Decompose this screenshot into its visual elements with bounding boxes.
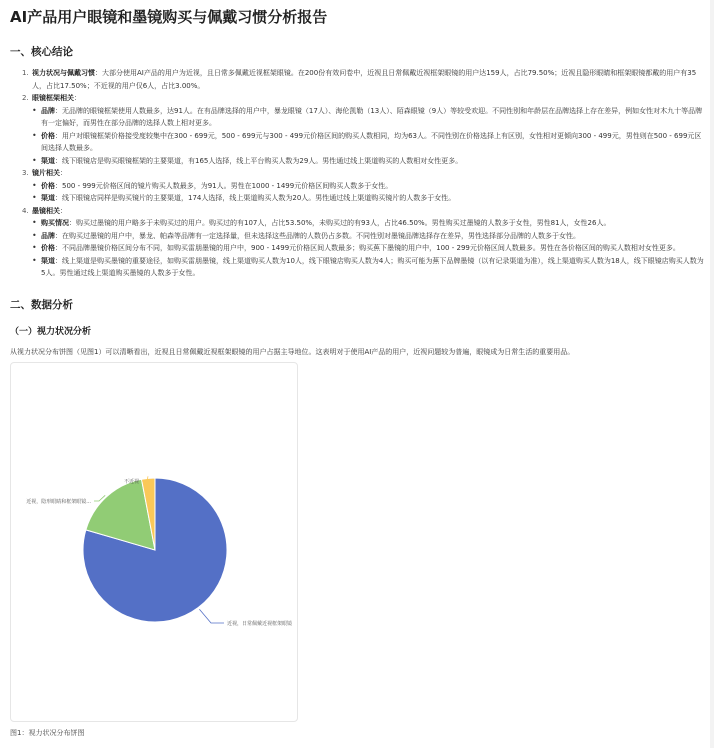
bullet-label: 价格	[41, 131, 55, 140]
bullet-label: 渠道	[41, 156, 55, 165]
conclusion-group	[22, 67, 704, 92]
bullet-text: ：在购买过墨镜的用户中，暴龙、帕森等品牌有一定选择量，但未选择这些品牌的人数仍占多数。不同性别对墨镜品牌选择存在差异，男性选择部分品牌的人数多于女性。	[55, 231, 580, 240]
figure-caption: 图1：视力状况分布饼图	[10, 729, 85, 737]
bullet-item	[32, 230, 704, 243]
group-text: ：大部分使用AI产品的用户为近视，且日常多佩戴近视框架眼镜。在200份有效问卷中，近视且日常佩戴近视框架眼镜的用户达159人，占比79.50%；近视且隐形眼睛和框架眼镜都戴的用户有35人，占比17.50%；不近视的用户仅6人，占比3.00%。	[32, 69, 697, 90]
pie-slice-label: 近视，隐形眼睛和框架眼镜...	[26, 499, 91, 505]
bullet-item	[32, 192, 704, 205]
bullet-dot-icon: •	[32, 230, 37, 240]
group-text: ：	[74, 94, 81, 102]
group-label: 墨镜相关	[32, 206, 60, 215]
bullet-dot-icon: •	[32, 218, 37, 227]
bullet-label: 价格	[41, 181, 55, 190]
group-label: 视力状况与佩戴习惯	[32, 69, 95, 77]
bullet-label: 品牌	[41, 231, 55, 240]
bullet-item	[32, 155, 704, 168]
bullet-dot-icon: •	[32, 243, 37, 252]
bullet-text: ：线下眼镜店是购买眼镜框架的主要渠道，有165人选择，线上平台购买人数为29人。男性通过线上渠道购买的人数相对女性更多。	[55, 156, 463, 165]
bullet-text: ：用户对眼镜框架价格接受度较集中在300 - 699元，500 - 699元与300 - 499元价格区间的购买人数相同，均为63人。不同性别在价格选择上有区别，女性相对更倾向300 - 499元，男性则在500 - 699元区间选择人数最多。	[41, 131, 702, 152]
bullet-dot-icon: •	[32, 193, 37, 202]
pie-slice-label: 不近视	[123, 479, 139, 485]
conclusion-list	[10, 67, 704, 280]
report-title: AI产品用户眼镜和墨镜购买与佩戴习惯分析报告	[10, 8, 328, 26]
bullet-dot-icon: •	[32, 155, 37, 165]
list-number: 1.	[22, 69, 29, 77]
group-text: ：	[60, 169, 67, 177]
bullet-text: ：线下眼镜店同样是购买镜片的主要渠道，174人选择，线上渠道购买人数为20人。男性通过线上渠道购买镜片的人数多于女性。	[55, 194, 456, 202]
group-label: 镜片相关	[32, 169, 60, 177]
scrollbar-track[interactable]	[710, 0, 714, 748]
bullet-list	[22, 217, 704, 280]
bullet-dot-icon: •	[32, 130, 37, 140]
bullet-text: ：购买过墨镜的用户略多于未购买过的用户。购买过的有107人，占比53.50%，未购买过的有93人，占比46.50%。男性购买过墨镜的人数多于女性，男性81人，女性26人。	[69, 219, 611, 227]
bullet-dot-icon: •	[32, 180, 37, 190]
pie-leader-line	[199, 609, 224, 623]
bullet-item	[32, 217, 704, 230]
pie-chart-container	[10, 362, 298, 722]
pie-slice-label: 近视，日常佩戴近视框架眼镜	[227, 621, 293, 627]
bullet-item	[32, 105, 704, 130]
vision-paragraph: 从视力状况分布饼图（见图1）可以清晰看出，近视且日常佩戴近视框架眼镜的用户占据主导地位。这表明对于使用AI产品的用户，近视问题较为普遍，眼镜成为日常生活的重要用品。	[10, 347, 575, 356]
bullet-label: 渠道	[41, 256, 55, 265]
list-number: 3.	[22, 169, 29, 177]
bullet-label: 购买情况	[41, 219, 69, 227]
bullet-label: 价格	[41, 244, 55, 252]
group-label: 眼镜框架相关	[32, 94, 74, 102]
section-heading-analysis: 二、数据分析	[10, 298, 73, 311]
bullet-text: ：无品牌的眼镜框架使用人数最多，达91人。在有品牌选择的用户中，暴龙眼镜（17人）、海伦凯勒（13人）、陌森眼镜（9人）等较受欢迎。不同性别和年龄层在品牌选择上存在差异，例如女性对木九十等品牌有一定偏好，而男性在部分品牌的选择人数上相对更多。	[41, 106, 703, 127]
subsection-heading-vision: （一）视力状况分析	[10, 326, 92, 337]
list-number: 2.	[22, 94, 29, 102]
bullet-label: 品牌	[41, 106, 55, 115]
bullet-dot-icon: •	[32, 105, 37, 115]
bullet-text: ：不同品牌墨镜价格区间分布不同，如购买雷朋墨镜的用户中，900 - 1499元价格区间人数最多；购买蕉下墨镜的用户中，100 - 299元价格区间人数最多。男性在各价格区间的购买人数相对女性更多。	[55, 244, 680, 252]
vision-pie-chart	[11, 363, 299, 723]
conclusion-group	[22, 92, 704, 167]
list-number: 4.	[22, 206, 29, 215]
conclusion-group	[22, 205, 704, 280]
bullet-text: ：线上渠道是购买墨镜的重要途径，如购买雷朋墨镜，线上渠道购买人数为10人，线下眼镜店购买人数为4人；购买可能为蕉下品牌墨镜（以有记录渠道为准），线上渠道购买人数为18人，线下眼镜店购买人数为5人。男性通过线上渠道购买墨镜的人数多于女性。	[41, 256, 704, 277]
bullet-item	[32, 242, 704, 255]
bullet-item	[32, 255, 704, 280]
bullet-label: 渠道	[41, 194, 55, 202]
conclusion-group	[22, 167, 704, 205]
bullet-dot-icon: •	[32, 255, 37, 265]
bullet-item	[32, 130, 704, 155]
group-text: ：	[60, 206, 67, 215]
bullet-list	[22, 180, 704, 205]
bullet-list	[22, 105, 704, 168]
bullet-item	[32, 180, 704, 193]
section-heading-conclusions: 一、核心结论	[10, 46, 73, 58]
bullet-text: ：500 - 999元价格区间的镜片购买人数最多，为91人。男性在1000 - 1499元价格区间购买人数多于女性。	[55, 181, 393, 190]
